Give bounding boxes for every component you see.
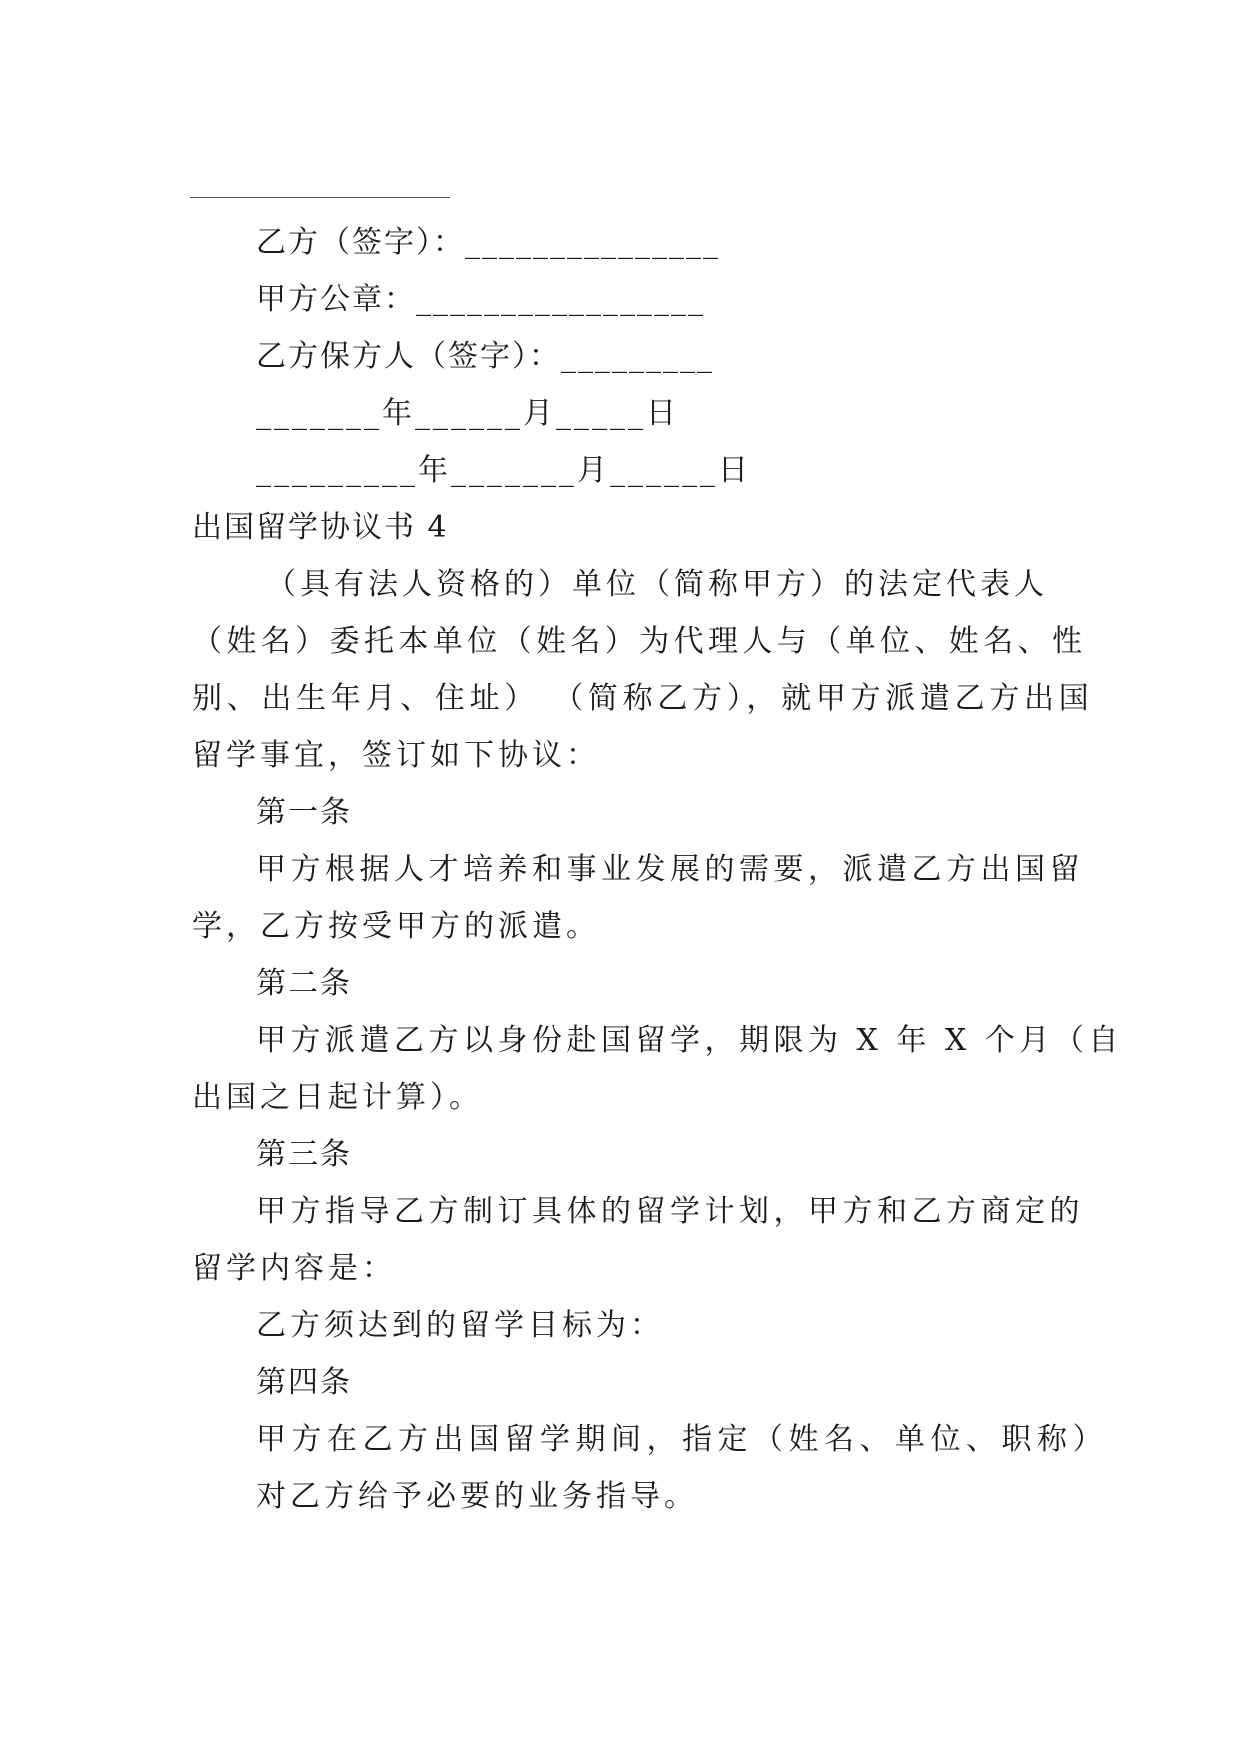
section-title: 出国留学协议书 4 [192,510,449,545]
article-4-title: 第四条 [256,1365,352,1400]
article-1-title: 第一条 [256,795,352,830]
guarantor-signature-line: 乙方保方人（签字）：_________ [256,339,714,374]
article-2-title: 第二条 [256,966,352,1001]
article-3-line-2: 留学内容是： [192,1251,396,1286]
article-2-line-2: 出国之日起计算）。 [192,1080,483,1115]
date-line-1: _______年______月_____日 [256,396,679,431]
article-4-line-1: 甲方在乙方出国留学期间，指定（姓名、单位、职称） [256,1422,1108,1457]
article-4-line-2: 对乙方给予必要的业务指导。 [256,1479,698,1514]
article-1-line-1: 甲方根据人才培养和事业发展的需要，派遣乙方出国留 [256,852,1084,887]
intro-line-1: （具有法人资格的）单位（简称甲方）的法定代表人 [266,567,1048,602]
intro-line-3: 别、出生年月、住址） （简称乙方），就甲方派遣乙方出国 [192,681,1094,716]
article-3-goal: 乙方须达到的留学目标为： [256,1308,664,1343]
article-3-line-1: 甲方指导乙方制订具体的留学计划，甲方和乙方商定的 [256,1194,1084,1229]
article-3-title: 第三条 [256,1137,352,1172]
party-a-seal-line: 甲方公章：_________________ [256,282,705,317]
intro-line-2: （姓名）委托本单位（姓名）为代理人与（单位、姓名、性 [192,624,1087,659]
date-line-2: _________年_______月______日 [256,453,751,488]
signature-underline [190,197,450,198]
article-1-line-2: 学，乙方按受甲方的派遣。 [192,909,600,944]
party-b-signature-line: 乙方（签字）：_______________ [256,225,720,260]
article-2-line-1: 甲方派遣乙方以身份赴国留学，期限为 X 年 X 个月（自 [256,1023,1123,1058]
intro-line-4: 留学事宜，签订如下协议： [192,738,600,773]
